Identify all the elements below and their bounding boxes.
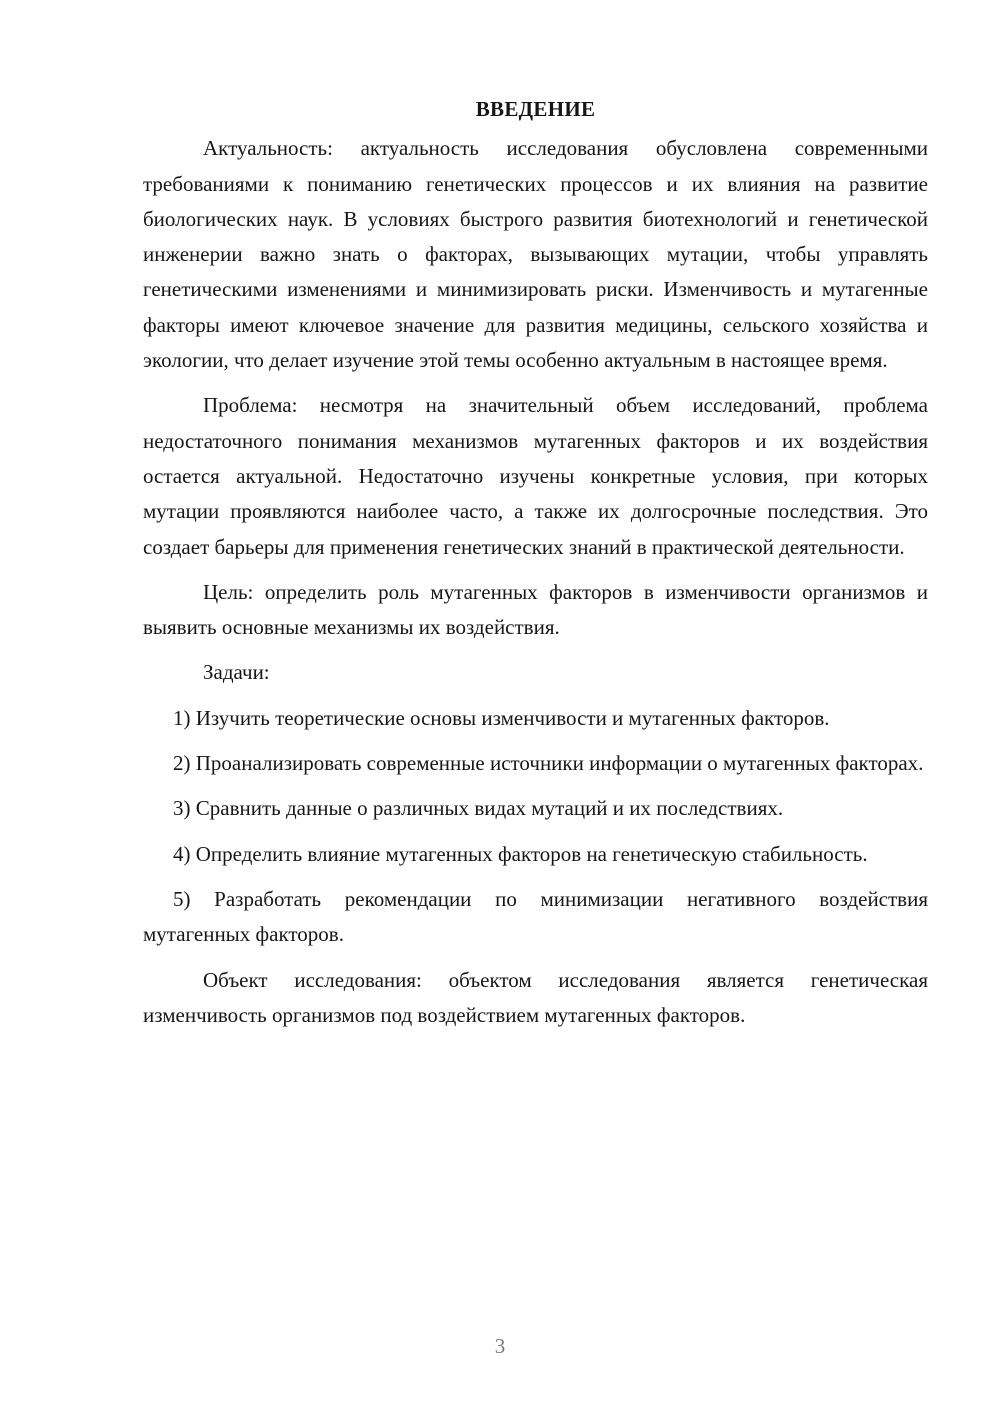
section-title: ВВЕДЕНИЕ — [475, 97, 596, 121]
problem-paragraph: Проблема: несмотря на значительный объем исследований, проблема недостаточного понимания механизмов мутагенных факторов и их воздействия остается актуальной. Недостаточно изучены конкретные условия, при которых мутации проявляются наиболее часто, а также их долгосрочные последствия. Это создает барьеры для применения генетических знаний в практической деятельности. — [143, 393, 928, 559]
relevance-paragraph: Актуальность: актуальность исследования обусловлена современными требованиями к пониманию генетических процессов и их влияния на развитие биологических наук. В условиях быстрого развития биотехнологий и генетической инженерии важно знать о факторах, вызывающих мутации, чтобы управлять генетическими изменениями и минимизировать риски. Изменчивость и мутагенные факторы имеют ключевое значение для развития медицины, сельского хозяйства и экологии, что делает изучение этой темы особенно актуальным в настоящее время. — [143, 136, 928, 373]
object-paragraph: Объект исследования: объектом исследования является генетическая изменчивость организмов под воздействием мутагенных факторов. — [143, 967, 928, 1027]
task-item-5: 5) Разработать рекомендации по минимизации негативного воздействия мутагенных факторов. — [143, 886, 928, 947]
document-page — [143, 92, 928, 1043]
task-item-1: 1) Изучить теоретические основы изменчивости и мутагенных факторов. — [173, 705, 830, 730]
tasks-heading: Задачи: — [203, 660, 270, 685]
task-item-3: 3) Сравнить данные о различных видах мутаций и их последствиях. — [173, 796, 784, 821]
page-number: 3 — [494, 1334, 506, 1358]
task-item-2: 2) Проанализировать современные источники информации о мутагенных факторах. — [173, 751, 924, 776]
task-item-4: 4) Определить влияние мутагенных факторов на генетическую стабильность. — [173, 841, 868, 866]
goal-paragraph: Цель: определить роль мутагенных факторов в изменчивости организмов и выявить основные механизмы их воздействия. — [143, 579, 928, 640]
